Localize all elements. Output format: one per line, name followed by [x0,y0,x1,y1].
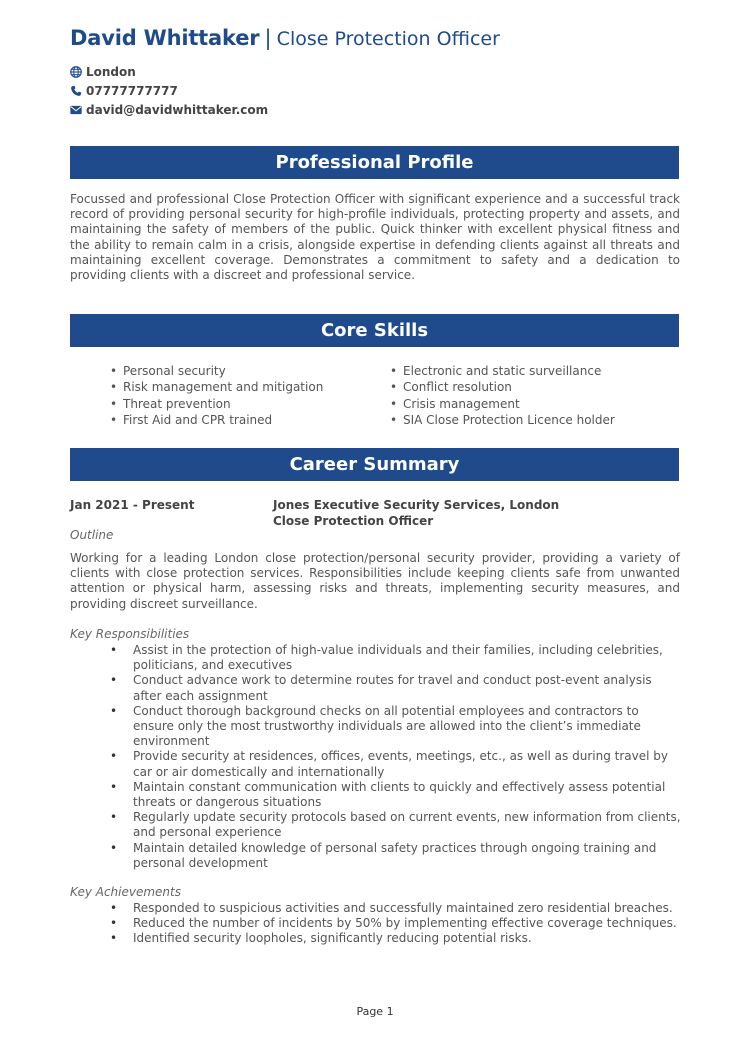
skill-item: • Threat prevention [110,396,390,412]
skills-list [110,363,670,429]
email-text: david@davidwhittaker.com [86,102,269,117]
list-item: • Provide security at residences, offices, events, meetings, etc., as well as during travel by car or air domestically and internationally [70,749,682,779]
list-item: • Maintain constant communication with clients to quickly and effectively assess potential threats or dangerous situations [70,780,682,810]
skill-item: • Risk management and mitigation [110,379,390,395]
list-item: • Assist in the protection of high-value individuals and their families, including celebrities, politicians, and executives [70,643,682,673]
contact-location [70,62,268,81]
professional-profile-heading: Professional Profile [70,146,679,179]
skill-item: • Crisis management [390,396,670,412]
responsibilities-list [70,643,682,871]
skill-item: • Electronic and static surveillance [390,363,670,379]
list-item: • Responded to suspicious activities and successfully maintained zero residential breaches. [70,901,682,916]
skill-item: • First Aid and CPR trained [110,412,390,428]
employer-name: Jones Executive Security Services, London [273,498,560,512]
responsibilities-label: Key Responsibilities [70,627,190,641]
envelope-icon [70,104,82,116]
list-item: • Regularly update security protocols based on current events, new information from clients, and personal experience [70,810,682,840]
resume-header [70,26,500,50]
skill-item: • Personal security [110,363,390,379]
phone-icon [70,85,82,97]
header-separator: | [264,26,272,50]
list-item: • Reduced the number of incidents by 50% by implementing effective coverage techniques. [70,916,682,931]
job-title: Close Protection Officer [276,28,500,50]
career-summary-heading: Career Summary [70,448,679,481]
profile-paragraph: Focussed and professional Close Protection Officer with significant experience and a successful track record of providing personal security for high-profile individuals, protecting property and assets, and maintaining the safety of members of the public. Quick thinker with excellent physical fitness and the ability to remain calm in a crisis, alongside expertise in defending clients against all threats and maintaining excellent coverage. Demonstrates a commitment to safety and a dedication to providing clients with a discreet and professional service. [70,192,680,283]
globe-icon [70,66,82,78]
contact-block [70,62,268,119]
contact-email [70,100,268,119]
location-text: London [86,64,136,79]
person-name: David Whittaker [70,26,260,50]
role-title: Close Protection Officer [273,513,434,528]
job-employer-block [273,498,559,529]
skill-item: • SIA Close Protection Licence holder [390,412,670,428]
core-skills-heading: Core Skills [70,314,679,347]
job-date: Jan 2021 - Present [70,498,195,512]
outline-paragraph: Working for a leading London close protection/personal security provider, providing a variety of clients with close protection services. Responsibilities include keeping clients safe from unwanted attention or physical harm, assessing risks and threats, implementing security measures, and providing discreet surveillance. [70,551,680,611]
skill-item: • Conflict resolution [390,379,670,395]
contact-phone [70,81,268,100]
achievements-list [70,901,682,947]
list-item: • Maintain detailed knowledge of personal safety practices through ongoing training and personal development [70,841,682,871]
achievements-label: Key Achievements [70,885,181,899]
page-number: Page 1 [356,1005,394,1018]
phone-text: 07777777777 [86,83,178,98]
list-item: • Identified security loopholes, significantly reducing potential risks. [70,931,682,946]
list-item: • Conduct thorough background checks on all potential employees and contractors to ensure only the most trustworthy individuals are allowed into the client’s immediate environment [70,704,682,750]
outline-label: Outline [70,528,114,542]
skills-column-left [110,363,390,429]
skills-column-right [390,363,670,429]
list-item: • Conduct advance work to determine routes for travel and conduct post-event analysis after each assignment [70,673,682,703]
